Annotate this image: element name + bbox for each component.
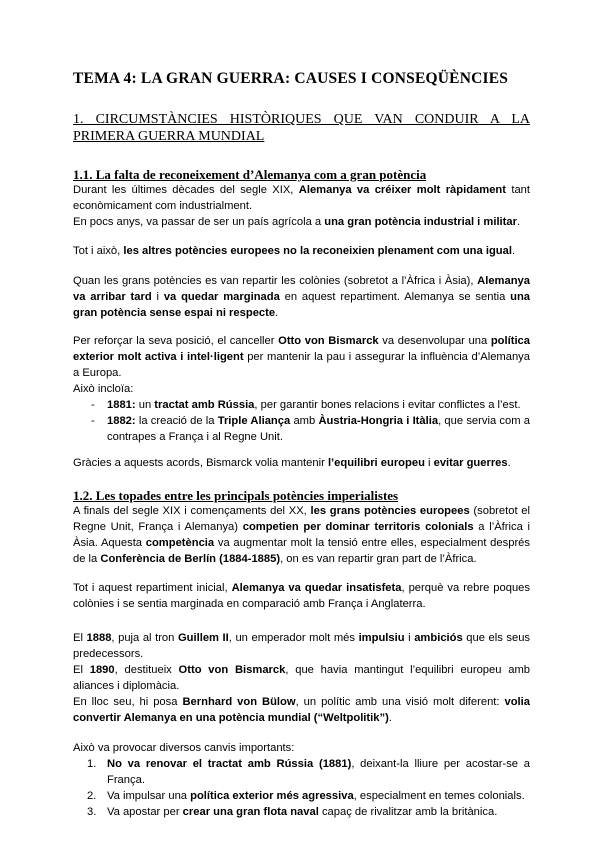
paragraph-dismissal: El 1890, destitueix Otto von Bismarck, que havia mantingut l’equilibri europeu amb aliances i diplomàcia. [73, 664, 530, 692]
document-title: TEMA 4: LA GRAN GUERRA: CAUSES I CONSEQÜÈNCIES [73, 70, 509, 87]
list-item: 3. Va apostar per crear una gran flota naval capaç de rivalitzar amb la britànica. [87, 806, 498, 818]
sub1-block [73, 182, 530, 230]
list-item: - 1882: la creació de la Triple Aliança amb Àustria-Hongria i Itàlia, que servia com a contrapes a França i al Regne Unit. [91, 415, 530, 443]
changes-list [73, 756, 530, 820]
paragraph-includes: Això incloïa: [73, 383, 134, 395]
paragraph-competition: A finals del segle XIX i començaments del XX, les grans potències europees (sobretot el Regne Unit, França i Alemanya) competien per dominar territoris colonials a l’Àfrica i Àsia. Aquesta competència va augmentar molt la tensió entre elles, especialment després de la Conferència de Berlín (1884-1885), on es van repartir gran part de l’Àfrica. [73, 505, 530, 565]
paragraph-changes: Això va provocar diversos canvis importants: [73, 742, 295, 754]
paragraph-colonies: Quan les grans potències es van repartir les colònies (sobretot a l’Àfrica i Àsia), Alemanya va arribar tard i va quedar marginada en aquest repartiment. Alemanya se sentia una gran potència sense espai ni respecte. [73, 275, 531, 319]
section-heading-1 [73, 111, 530, 145]
paragraph-balance: Gràcies a aquests acords, Bismarck volia mantenir l’equilibri europeu i evitar guerres. [73, 457, 511, 469]
section-heading-1-line-1: 1. CIRCUMSTÀNCIES HISTÒRIQUES QUE VAN CONDUIR A LA [73, 112, 530, 127]
sub2-p2-wrap [73, 580, 530, 612]
paragraph-power: En pocs anys, va passar de ser un país agrícola a una gran potència industrial i militar. [73, 216, 521, 228]
section-heading-1-line-2: PRIMERA GUERRA MUNDIAL [73, 129, 265, 144]
sub2-p6-wrap [73, 740, 530, 820]
list-item: - 1881: un tractat amb Rússia, per garantir bones relacions i evitar conflictes a l’est. [91, 399, 521, 411]
sub2-p1-wrap [73, 503, 530, 567]
sub1-p5-wrap [73, 333, 530, 445]
alliances-list [73, 397, 530, 445]
subsection-1-2 [73, 488, 530, 504]
paragraph-unsatisfied: Tot i aquest repartiment inicial, Alemanya va quedar insatisfeta, perquè va rebre poques colònies i se sentia marginada en comparació amb França i Anglaterra. [73, 582, 530, 610]
subsection-heading-1-2: 1.2. Les topades entre les principals potències imperialistes [73, 488, 399, 503]
subsection-1-1 [73, 167, 530, 183]
subsection-heading-1-1: 1.1. La falta de reconeixement d’Alemanya com a gran potència [73, 167, 427, 182]
sub1-p3-wrap [73, 243, 530, 259]
paragraph-bismarck: Per reforçar la seva posició, el canceller Otto von Bismarck va desenvolupar una política exterior molt activa i intel·ligent per mantenir la pau i assegurar la influència d’Alemanya a Europa. [73, 335, 530, 379]
paragraph-recognition: Tot i això, les altres potències europees no la reconeixien plenament com una igual. [73, 245, 516, 257]
paragraph-growth: Durant les últimes dècades del segle XIX, Alemanya va créixer molt ràpidament tant econòmicament com industrialment. [73, 184, 530, 212]
list-item: 2. Va impulsar una política exterior més agressiva, especialment en temes colonials. [87, 790, 525, 802]
paragraph-bulow: En lloc seu, hi posa Bernhard von Bülow, un polític amb una visió molt diferent: volia convertir Alemanya en una potència mundial (“Weltpolitik”). [73, 696, 530, 724]
paragraph-guillem: El 1888, puja al tron Guillem II, un emperador molt més impulsiu i ambiciós que els seus predecessors. [73, 632, 531, 660]
list-item: 1. No va renovar el tractat amb Rússia (1881), deixant-la lliure per acostar-se a França. [87, 758, 530, 786]
sub1-p4-wrap [73, 273, 530, 321]
sub2-p3-wrap [73, 630, 530, 726]
sub1-p7-wrap [73, 455, 530, 471]
